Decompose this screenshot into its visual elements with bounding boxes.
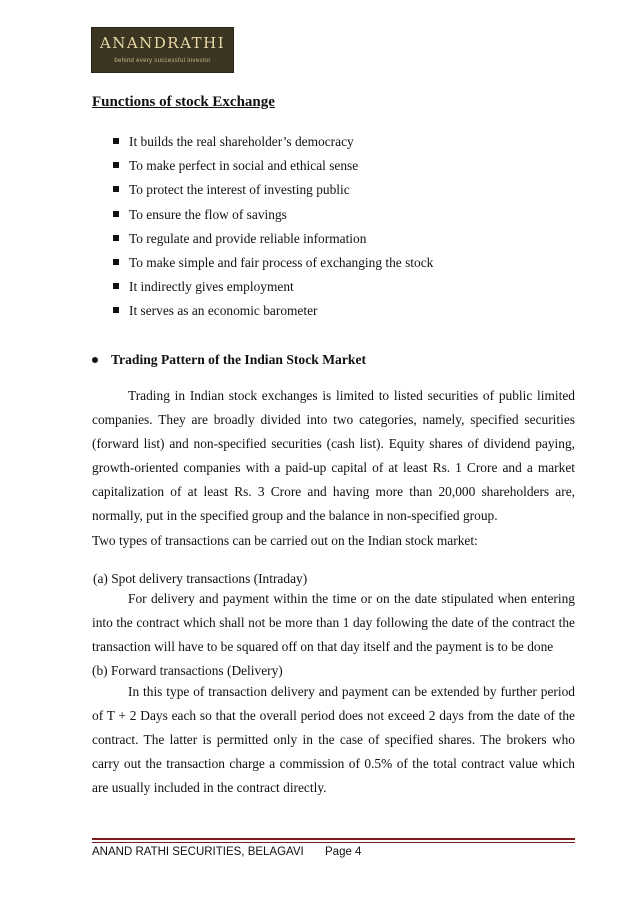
list-item-text: To make perfect in social and ethical sense [129, 158, 359, 174]
square-bullet-icon [113, 259, 119, 265]
list-item-text: To regulate and provide reliable information [129, 230, 367, 246]
section-title-text: Trading Pattern of the Indian Stock Market [111, 352, 367, 367]
list-item-text: It builds the real shareholder’s democracy [129, 134, 354, 150]
spot-delivery-title: (a) Spot delivery transactions (Intraday) [93, 571, 308, 586]
list-item-text: It serves as an economic barometer [129, 303, 318, 319]
company-logo [91, 27, 234, 73]
list-item-text: To protect the interest of investing public [129, 182, 350, 198]
section-title [92, 352, 366, 368]
functions-list [113, 130, 433, 324]
list-item [113, 130, 433, 154]
footer-divider-thin [92, 842, 575, 843]
forward-transactions-title: (b) Forward transactions (Delivery) [92, 663, 283, 678]
page-heading: Functions of stock Exchange [92, 94, 275, 110]
square-bullet-icon [113, 138, 119, 144]
square-bullet-icon [113, 307, 119, 313]
round-bullet-icon [92, 357, 98, 363]
page-number: Page 4 [325, 846, 362, 858]
list-item-text: To ensure the flow of savings [129, 206, 287, 222]
list-item [113, 178, 433, 202]
footer-divider [92, 838, 575, 840]
square-bullet-icon [113, 235, 119, 241]
square-bullet-icon [113, 211, 119, 217]
logo-tagline: behind every successful investor [114, 58, 211, 64]
trading-paragraph: Trading in Indian stock exchanges is limited to listed securities of public limited companies. They are broadly divided into two categories, namely, specified securities (forward list) and non-specified securities (cash list). Equity shares of dividend paying, growth-oriented companies with a paid-up capital of at least Rs. 1 Crore and a market capitalization of at least Rs. 3 Crore and having more than 20,000 shareholders are, normally, put in the specified group and the balance in non-specified group. [92, 388, 575, 523]
list-item [113, 275, 433, 299]
list-item [113, 227, 433, 251]
transactions-intro: Two types of transactions can be carried out on the Indian stock market: [92, 533, 478, 548]
logo-name: ANANDRATHI [99, 34, 226, 52]
list-item-text: To make simple and fair process of exchanging the stock [129, 255, 434, 271]
list-item [113, 299, 433, 323]
list-item [113, 154, 433, 178]
list-item [113, 251, 433, 275]
square-bullet-icon [113, 162, 119, 168]
square-bullet-icon [113, 186, 119, 192]
footer-company: ANAND RATHI SECURITIES, BELAGAVI [92, 846, 304, 858]
spot-delivery-text: For delivery and payment within the time or on the date stipulated when entering into the contract which shall not be more than 1 day following the date of the contract the transaction will have to be squared off on that day itself and the payment is to be done [92, 591, 575, 654]
square-bullet-icon [113, 283, 119, 289]
forward-transactions-text: In this type of transaction delivery and payment can be extended by further period of T + 2 Days each so that the overall period does not exceed 2 days from the date of the contract. The latter is permitted only in the case of specified shares. The brokers who carry out the transaction charge a commission of 0.5% of the total contract value which are usually included in the contract directly. [92, 684, 575, 795]
list-item [113, 203, 433, 227]
list-item-text: It indirectly gives employment [129, 279, 294, 295]
